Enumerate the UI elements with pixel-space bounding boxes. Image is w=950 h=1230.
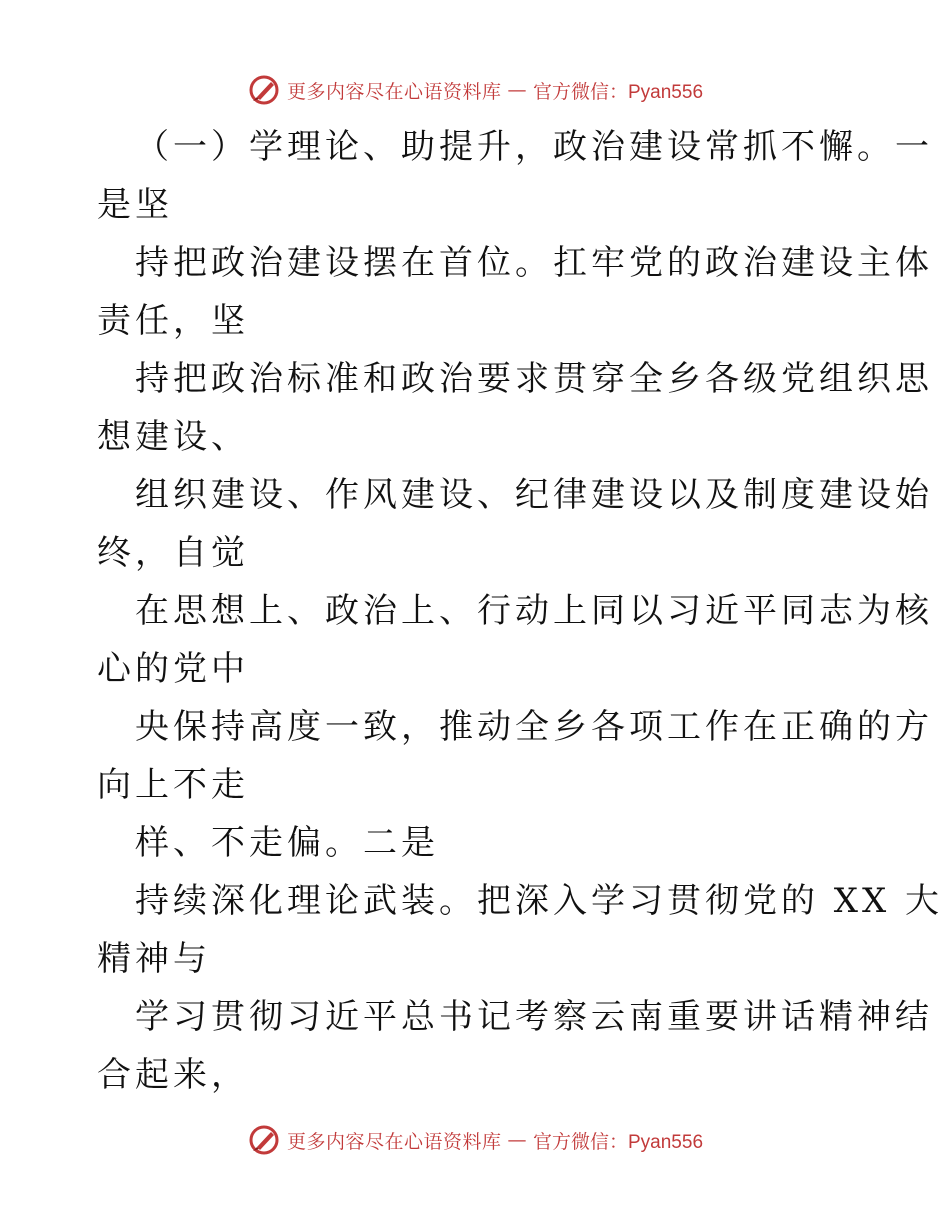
pen-logo-icon bbox=[247, 1123, 281, 1157]
page-footer bbox=[0, 1120, 950, 1160]
body-line: 组织建设、作风建设、纪律建设以及制度建设始 bbox=[135, 475, 933, 515]
body-line: 终，自觉 bbox=[97, 533, 249, 573]
body-line: （一）学理论、助提升，政治建设常抓不懈。一 bbox=[135, 127, 933, 167]
body-line: 合起来， bbox=[97, 1055, 249, 1095]
body-line: 向上不走 bbox=[97, 765, 249, 805]
footer-banner bbox=[247, 1123, 703, 1157]
footer-banner-dash: — bbox=[507, 1129, 527, 1151]
body-line: 在思想上、政治上、行动上同以习近平同志为核 bbox=[135, 591, 933, 631]
page-header bbox=[0, 70, 950, 110]
body-line: 是坚 bbox=[97, 185, 173, 225]
pen-logo-icon bbox=[247, 73, 281, 107]
body-line: 心的党中 bbox=[97, 649, 249, 689]
body-line: 责任，坚 bbox=[97, 301, 249, 341]
body-line: 样、不走偏。二是 bbox=[135, 823, 439, 863]
header-banner-main: 更多内容尽在心语资料库 bbox=[286, 80, 502, 103]
footer-banner-tail: 官方微信：Pyan556 bbox=[533, 1131, 704, 1153]
body-line: 央保持高度一致，推动全乡各项工作在正确的方 bbox=[135, 707, 933, 747]
body-line: 想建设、 bbox=[97, 417, 249, 457]
document-body bbox=[97, 118, 944, 1104]
body-line: 学习贯彻习近平总书记考察云南重要讲话精神结 bbox=[135, 997, 933, 1037]
body-line: 持续深化理论武装。把深入学习贯彻党的 XX 大 bbox=[135, 881, 944, 921]
body-line: 持把政治标准和政治要求贯穿全乡各级党组织思 bbox=[135, 359, 933, 399]
body-line: 精神与 bbox=[97, 939, 211, 979]
header-banner-dash: — bbox=[507, 79, 527, 101]
header-banner bbox=[247, 73, 703, 107]
footer-banner-main: 更多内容尽在心语资料库 bbox=[286, 1130, 502, 1153]
body-line: 持把政治建设摆在首位。扛牢党的政治建设主体 bbox=[135, 243, 933, 283]
header-banner-tail: 官方微信：Pyan556 bbox=[533, 81, 704, 103]
